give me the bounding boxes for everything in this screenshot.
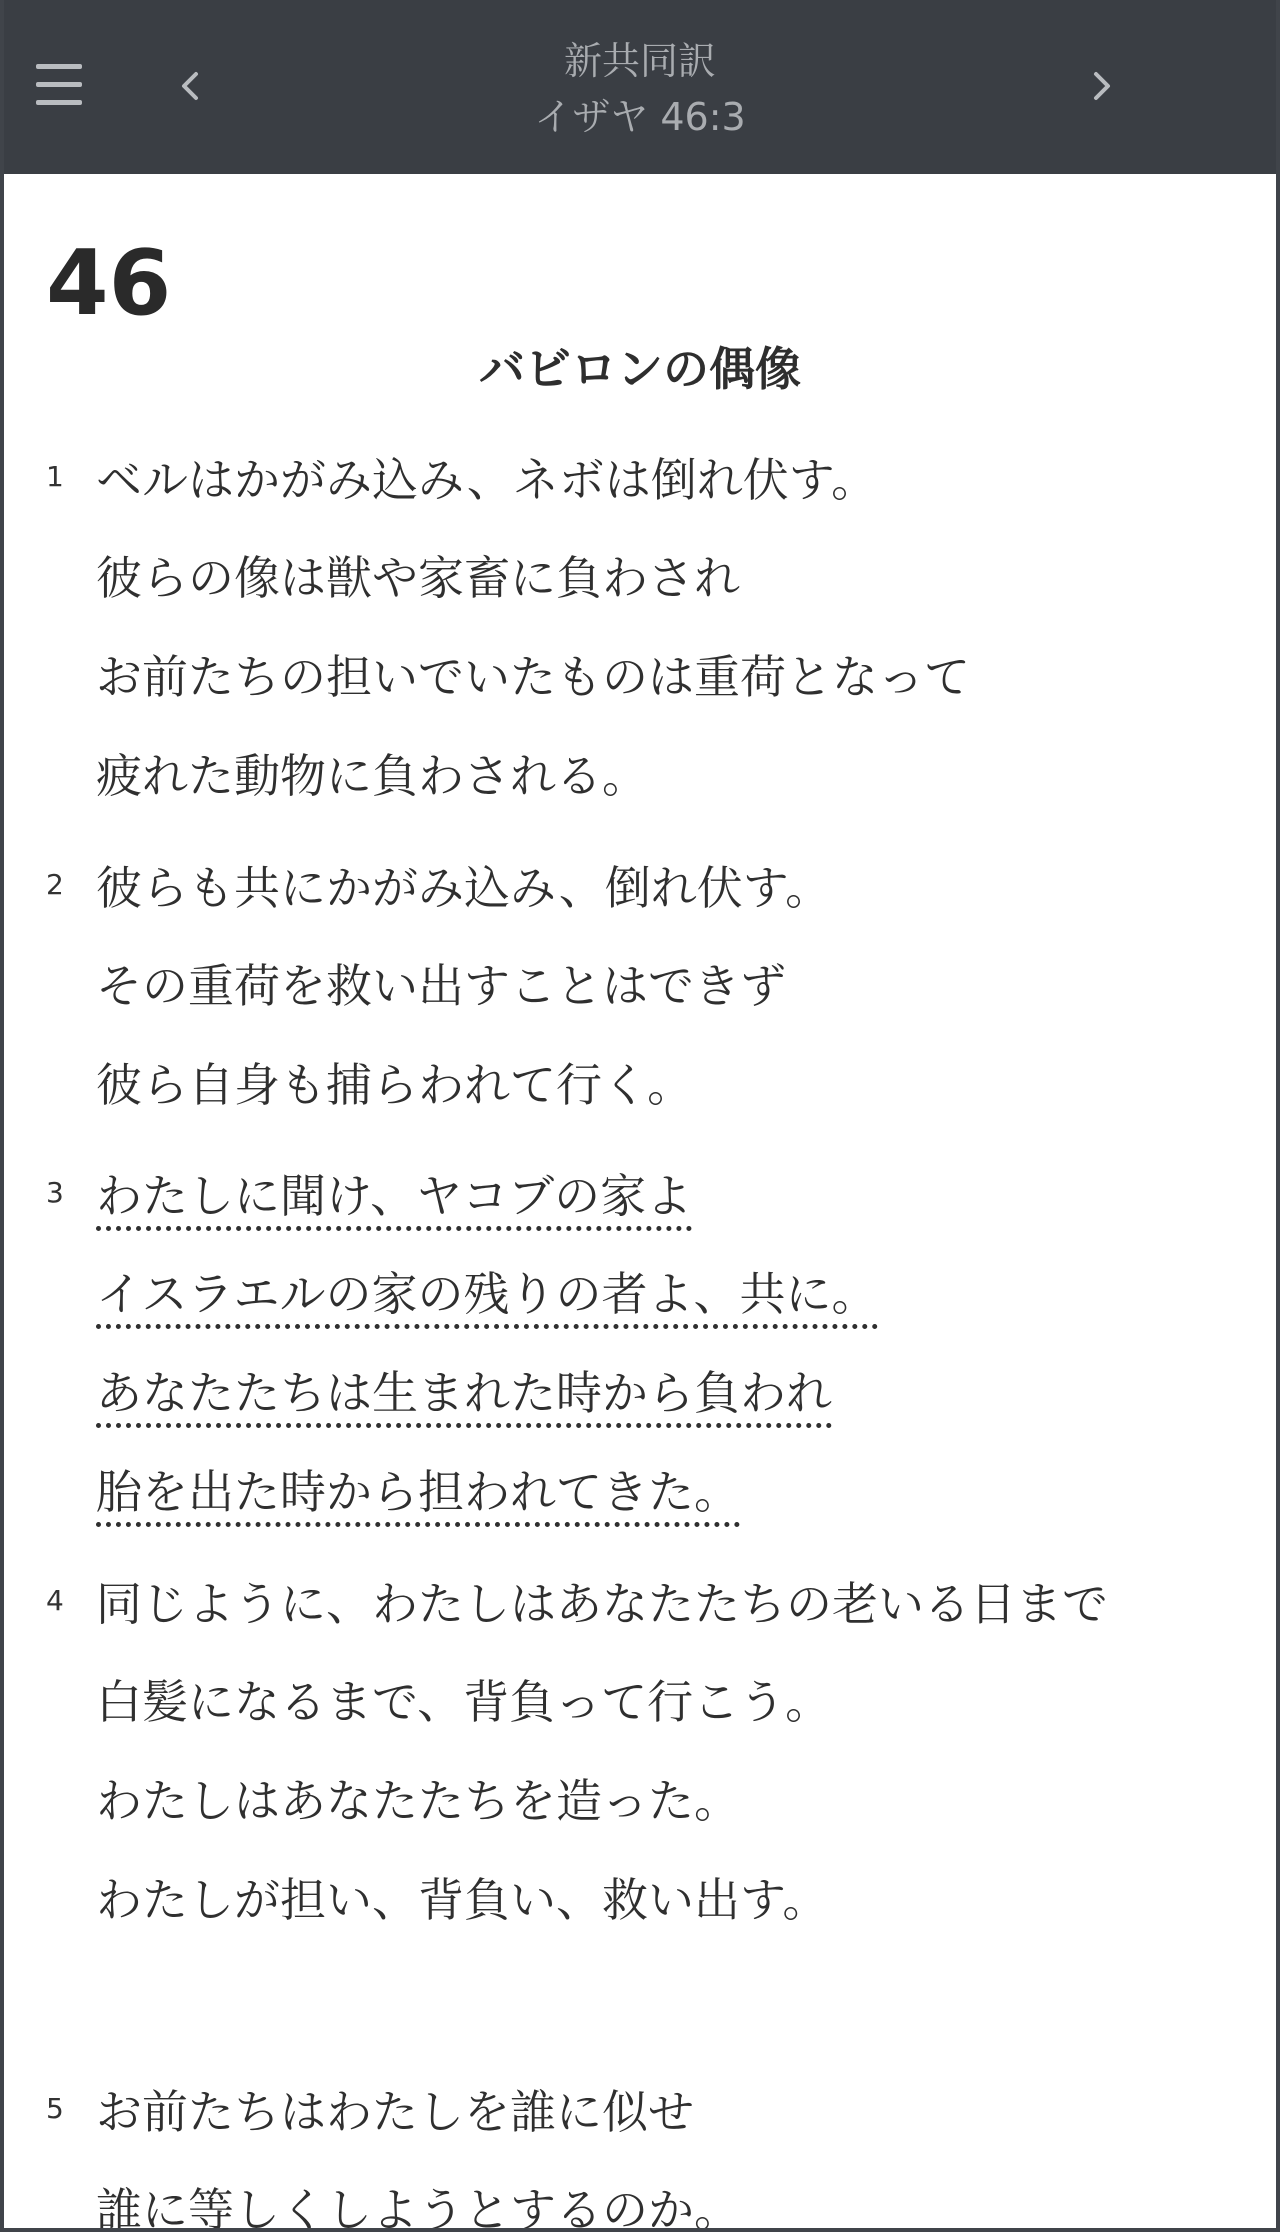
verse-line-selected[interactable]: あなたたちは生まれた時から負われ	[96, 1363, 832, 1428]
verse-line[interactable]: その重荷を救い出すことはできず	[96, 959, 786, 1013]
verse-line[interactable]: 同じように、わたしはあなたたちの老いる日まで	[96, 1577, 1108, 1631]
chevron-left-icon[interactable]	[170, 60, 210, 112]
chapter-number: 46	[46, 231, 172, 336]
title-block[interactable]	[340, 34, 940, 146]
translation-name[interactable]: 新共同訳	[563, 39, 716, 83]
verse-line[interactable]: 彼らの像は獣や家畜に負わされ	[96, 551, 740, 605]
verse-line[interactable]: 誰に等しくしようとするのか。	[96, 2183, 740, 2237]
verse-line[interactable]: ベルはかがみ込み、ネボは倒れ伏す。	[96, 453, 878, 507]
verse-line[interactable]: 彼ら自身も捕らわれて行く。	[96, 1058, 694, 1112]
verse-number: 4	[46, 1584, 64, 1617]
verse-number: 3	[46, 1176, 64, 1209]
verse-line-selected[interactable]: イスラエルの家の残りの者よ、共に。	[96, 1264, 878, 1329]
verse-line-selected[interactable]: 胎を出た時から担われてきた。	[96, 1462, 740, 1527]
verse-number: 2	[46, 868, 64, 901]
verse-line[interactable]: わたしはあなたたちを造った。	[96, 1774, 740, 1828]
section-heading: バビロンの偶像	[479, 342, 801, 396]
chevron-right-icon[interactable]	[1082, 60, 1122, 112]
verse-line[interactable]: お前たちの担いでいたものは重荷となって	[96, 650, 970, 704]
verse-line[interactable]: お前たちはわたしを誰に似せ	[96, 2085, 694, 2139]
verse-line[interactable]: 疲れた動物に負わされる。	[96, 749, 648, 803]
verse-line[interactable]: 彼らも共にかがみ込み、倒れ伏す。	[96, 861, 832, 915]
verse-number: 1	[46, 460, 64, 493]
verse-line-selected[interactable]: わたしに聞け、ヤコブの家よ	[96, 1166, 692, 1231]
passage-reference[interactable]: イザヤ 46:3	[534, 95, 746, 139]
top-bar	[0, 0, 1280, 174]
verse-line[interactable]: 白髪になるまで、背負って行こう。	[96, 1675, 832, 1729]
verse-line[interactable]: わたしが担い、背負い、救い出す。	[96, 1873, 829, 1927]
hamburger-icon[interactable]	[36, 64, 82, 106]
verse-number: 5	[46, 2092, 64, 2125]
